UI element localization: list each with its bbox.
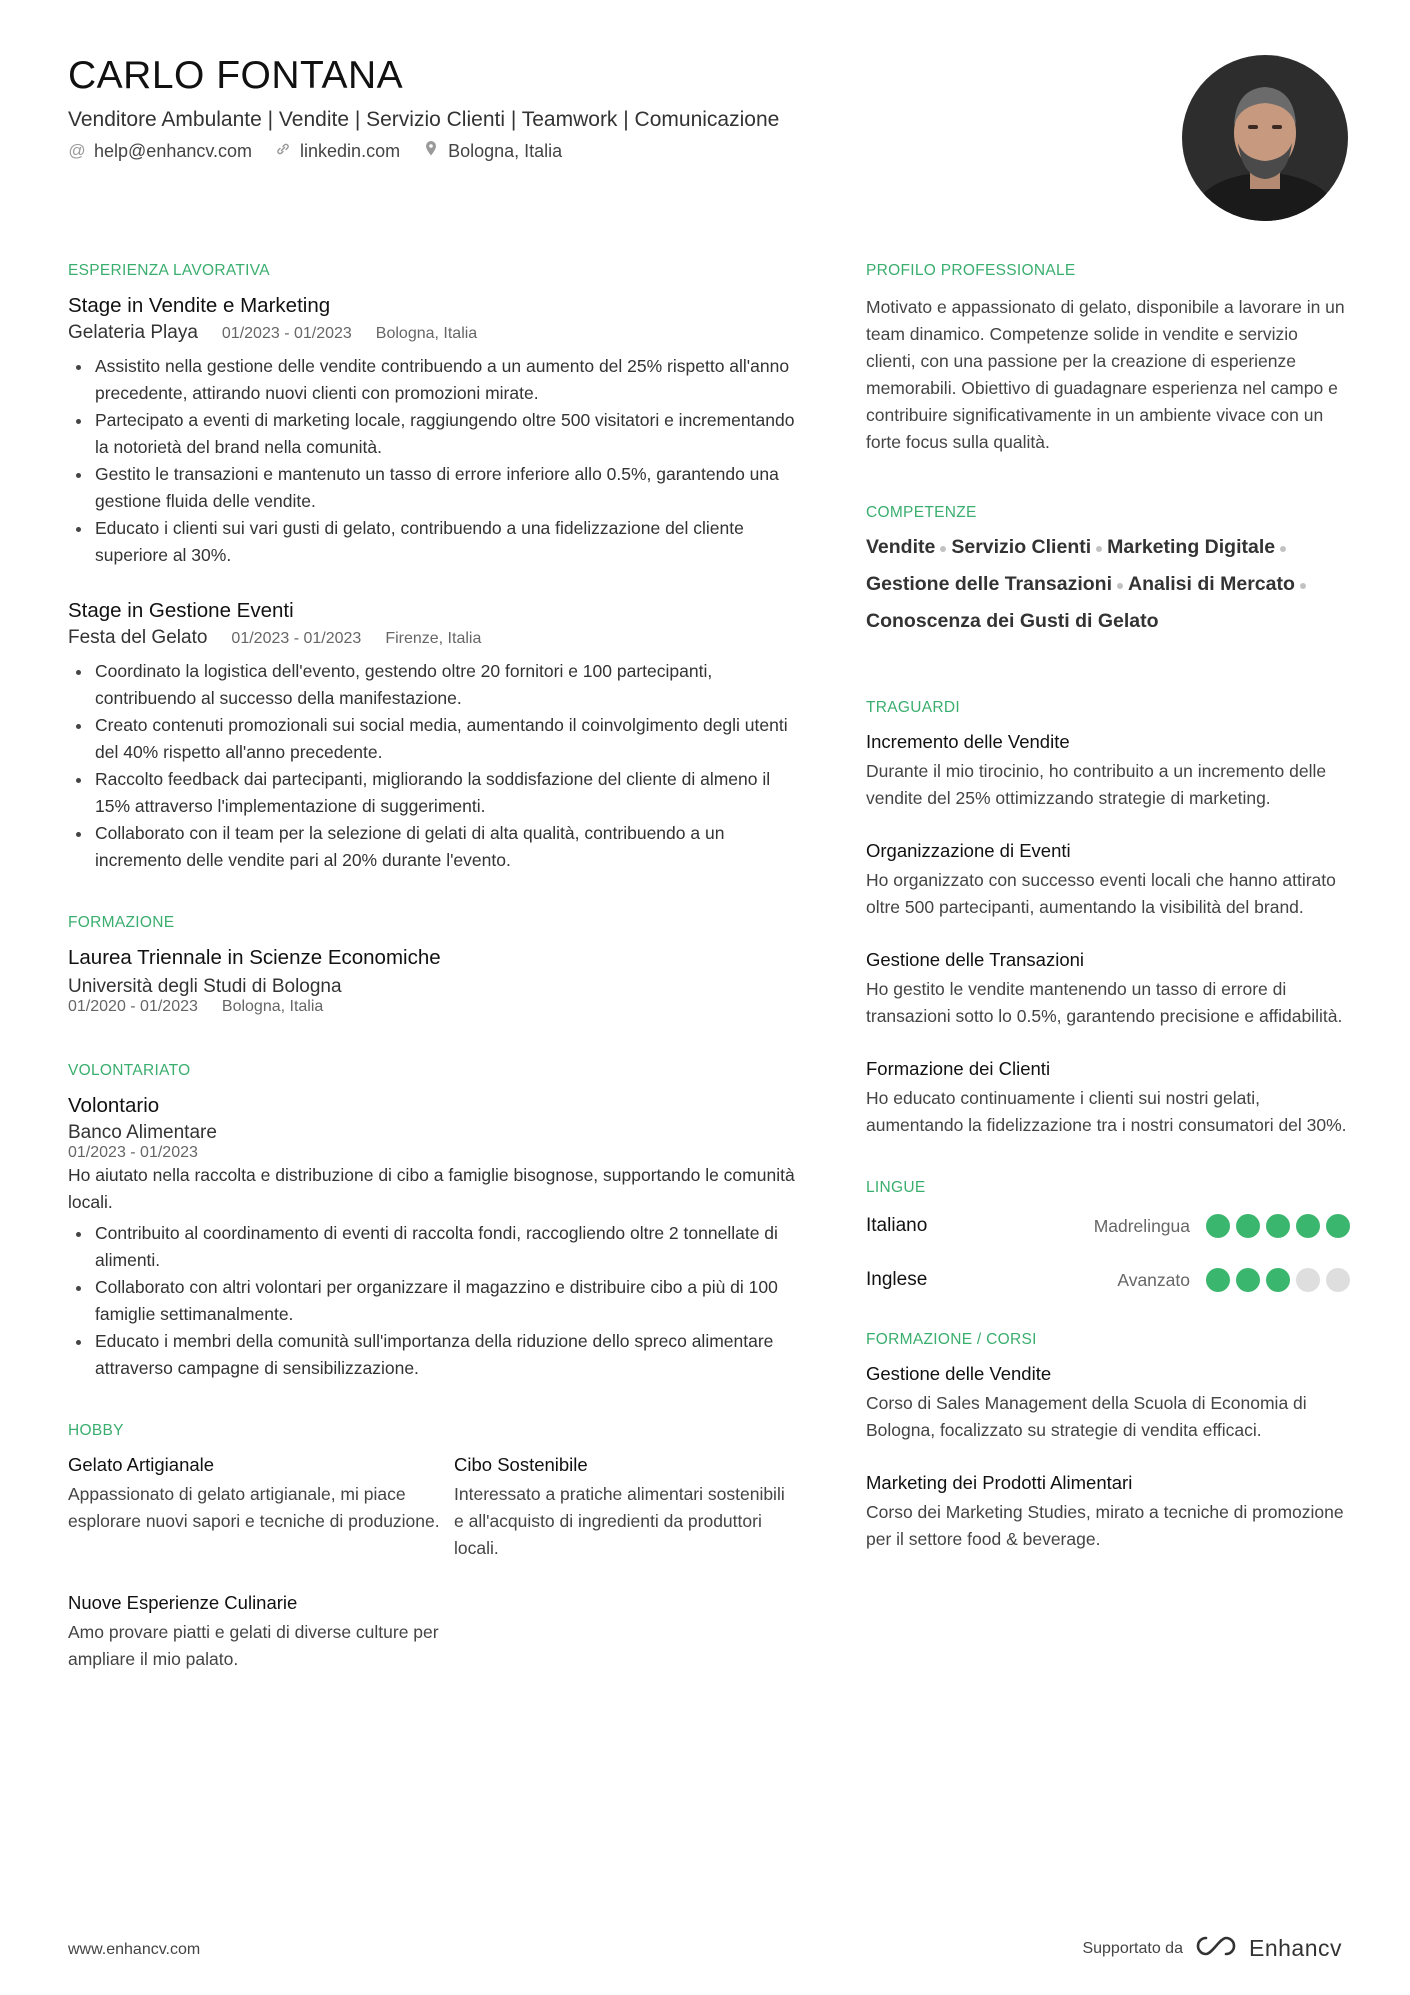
courses-title: FORMAZIONE / CORSI [866,1331,1037,1348]
job-location: Firenze, Italia [385,630,482,647]
contact-bar [68,140,562,162]
language-row [866,1211,1350,1241]
separator-dot [1117,583,1123,589]
achievement-title: Incremento delle Vendite [866,731,1070,752]
hobby-item [68,1454,454,1562]
education-meta [68,998,798,1016]
course-item [866,1363,1350,1444]
bullet-item: Gestito le transazioni e mantenuto un tasso di errore inferiore allo 0.5%, garantendo una gestione fluida delle vendite. [68,461,798,515]
powered-by-text: Supportato da [1082,1939,1183,1957]
rating-dot-filled [1296,1214,1320,1238]
job-bullets [68,658,798,874]
skill-row [866,573,1350,596]
hobby-title: Cibo Sostenibile [454,1454,588,1475]
bullet-item: Coordinato la logistica dell'evento, gestendo oltre 20 fornitori e 100 partecipanti, contribuendo al successo della manifestazione. [68,658,798,712]
job-dates: 01/2023 - 01/2023 [231,630,362,647]
achievement-title: Organizzazione di Eventi [866,840,1071,861]
hobby-title: Gelato Artigianale [68,1454,215,1475]
courses-section [866,1331,1350,1553]
languages-title: LINGUE [866,1179,926,1196]
course-title: Marketing dei Prodotti Alimentari [866,1472,1133,1493]
skills-title: COMPETENZE [866,504,977,521]
skill-item: Servizio Clienti [951,536,1092,558]
bullet-item: Collaborato con il team per la selezione di gelati di alta qualità, contribuendo a un incremento delle vendite pari al 20% durante l'evento. [68,820,798,874]
hobbies-title: HOBBY [68,1422,124,1439]
location-text: Bologna, Italia [448,140,563,161]
achievement-text: Durante il mio tirocinio, ho contribuito a un incremento delle vendite del 25% ottimizzando strategie di marketing. [866,761,1327,808]
hobby-text: Appassionato di gelato artigianale, mi piace esplorare nuovi sapori e tecniche di produzione. [68,1484,440,1531]
profile-title: PROFILO PROFESSIONALE [866,262,1076,279]
achievement-item [866,731,1350,812]
job-meta [68,627,798,649]
skill-row [866,536,1350,559]
profile-text: Motivato e appassionato di gelato, disponibile a lavorare in un team dinamico. Competenze solide in vendite e servizio clienti, con una passione per la creazione di esperienze memorabili. Obiettivo di guadagnare esperienza nel campo e contribuire significativamente in un ambiente vivace con un forte focus sulla qualità. [866,297,1345,452]
experience-section [68,262,798,874]
job-bullets [68,353,798,569]
education-location: Bologna, Italia [221,998,324,1015]
volunteering-section [68,1062,798,1382]
job-org: Festa del Gelato [68,627,208,648]
job-title: Stage in Vendite e Marketing [68,294,331,317]
education-title: FORMAZIONE [68,914,175,931]
job-location: Bologna, Italia [375,325,478,342]
volunteering-title: VOLONTARIATO [68,1062,191,1079]
course-title: Gestione delle Vendite [866,1363,1052,1384]
hobbies-section [68,1422,798,1673]
job-org: Gelateria Playa [68,322,198,343]
degree-title: Laurea Triennale in Scienze Economiche [68,946,441,969]
separator-dot [940,546,946,552]
volunteer-role: Volontario [68,1094,160,1117]
experience-title: ESPERIENZA LAVORATIVA [68,262,270,279]
job-entry [68,599,798,874]
footer-branding[interactable] [1082,1934,1342,1963]
hobbies-grid [68,1454,798,1673]
skill-row [866,610,1350,633]
linkedin-text: linkedin.com [300,140,401,161]
contact-location [422,140,562,162]
achievement-title: Formazione dei Clienti [866,1058,1051,1079]
achievements-section [866,699,1350,1139]
rating-dot-filled [1326,1214,1350,1238]
separator-dot [1096,546,1102,552]
language-rating [1206,1214,1350,1238]
skill-item: Conoscenza dei Gusti di Gelato [866,610,1159,632]
hobby-item [68,1592,454,1673]
achievement-text: Ho educato continuamente i clienti sui nostri gelati, aumentando la fidelizzazione tra i nostri consumatori del 30%. [866,1088,1347,1135]
language-row [866,1265,1350,1295]
rating-dot-filled [1236,1268,1260,1292]
email-text: help@enhancv.com [94,140,253,161]
separator-dot [1300,583,1306,589]
skill-item: Vendite [866,536,936,558]
rating-dot-empty [1296,1268,1320,1292]
achievement-item [866,840,1350,921]
achievement-title: Gestione delle Transazioni [866,949,1085,970]
footer-website[interactable]: www.enhancv.com [68,1941,201,1958]
bullet-item: Assistito nella gestione delle vendite contribuendo a un aumento del 25% rispetto all'anno precedente, attirando nuovi clienti con promozioni mirate. [68,353,798,407]
education-dates: 01/2020 - 01/2023 [68,998,198,1015]
skill-item: Gestione delle Transazioni [866,573,1112,595]
location-pin-icon [422,140,440,162]
bullet-item: Educato i clienti sui vari gusti di gelato, contribuendo a una fidelizzazione del cliente superiore al 30%. [68,515,798,569]
right-column [866,262,1350,1599]
languages-section [866,1179,1350,1295]
profile-section [866,262,1350,456]
hobby-item [454,1454,794,1562]
rating-dot-filled [1266,1268,1290,1292]
skill-item: Marketing Digitale [1107,536,1276,558]
link-icon [274,141,292,162]
bullet-item: Contribuito al coordinamento di eventi di raccolta fondi, raccogliendo oltre 2 tonnellate di alimenti. [68,1220,798,1274]
bullet-item: Creato contenuti promozionali sui social media, aumentando il coinvolgimento degli utenti del 40% rispetto all'anno precedente. [68,712,798,766]
achievements-title: TRAGUARDI [866,699,960,716]
brand-name: Enhancv [1248,1935,1342,1961]
rating-dot-filled [1266,1214,1290,1238]
separator-dot [1280,546,1286,552]
hobby-title: Nuove Esperienze Culinarie [68,1592,298,1613]
job-meta [68,322,798,344]
volunteer-description: Ho aiutato nella raccolta e distribuzione di cibo a famiglie bisognose, supportando le comunità locali. [68,1165,795,1212]
achievement-item [866,949,1350,1030]
language-level: Avanzato [1117,1269,1190,1290]
candidate-subtitle: Venditore Ambulante | Vendite | Servizio Clienti | Teamwork | Comunicazione [68,108,780,131]
rating-dot-filled [1206,1268,1230,1292]
achievement-text: Ho organizzato con successo eventi locali che hanno attirato oltre 500 partecipanti, aumentando la visibilità del brand. [866,870,1336,917]
language-name: Inglese [866,1269,928,1290]
education-section [68,914,798,1016]
hobby-text: Amo provare piatti e gelati di diverse culture per ampliare il mio palato. [68,1622,439,1669]
bullet-item: Educato i membri della comunità sull'importanza della riduzione dello spreco alimentare attraverso campagne di sensibilizzazione. [68,1328,798,1382]
skill-item: Analisi di Mercato [1128,573,1295,595]
at-icon: @ [68,141,86,160]
enhancv-logo-icon [1193,1934,1239,1963]
volunteer-org: Banco Alimentare [68,1122,217,1143]
bullet-item: Raccolto feedback dai partecipanti, migliorando la soddisfazione del cliente di almeno il 15% attraverso l'implementazione di suggerimenti. [68,766,798,820]
rating-dot-filled [1206,1214,1230,1238]
achievement-text: Ho gestito le vendite mantenendo un tasso di errore di transazioni sotto lo 0.5%, garantendo precisione e affidabilità. [866,979,1343,1026]
candidate-name: CARLO FONTANA [68,54,404,97]
contact-linkedin[interactable] [274,140,400,162]
skills-list [866,536,1350,633]
hobby-text: Interessato a pratiche alimentari sostenibili e all'acquisto di ingredienti da produttori locali. [454,1484,785,1558]
rating-dot-filled [1236,1214,1260,1238]
rating-dot-empty [1326,1268,1350,1292]
language-level: Madrelingua [1093,1215,1190,1236]
course-text: Corso dei Marketing Studies, mirato a tecniche di promozione per il settore food & beverage. [866,1502,1344,1549]
course-item [866,1472,1350,1553]
course-text: Corso di Sales Management della Scuola di Economia di Bologna, focalizzato su strategie di vendita efficaci. [866,1393,1307,1440]
volunteer-dates: 01/2023 - 01/2023 [68,1144,198,1161]
job-dates: 01/2023 - 01/2023 [221,325,352,342]
profile-photo [1182,55,1348,221]
volunteer-bullets [68,1220,798,1382]
school-name: Università degli Studi di Bologna [68,976,342,997]
bullet-item: Collaborato con altri volontari per organizzare il magazzino e distribuire cibo a più di 100 famiglie settimanalmente. [68,1274,798,1328]
bullet-item: Partecipato a eventi di marketing locale, raggiungendo oltre 500 visitatori e incrementando la notorietà del brand nella comunità. [68,407,798,461]
job-entry [68,294,798,569]
left-column [68,262,798,1719]
job-title: Stage in Gestione Eventi [68,599,294,622]
contact-email[interactable] [68,140,252,162]
language-name: Italiano [866,1215,928,1236]
language-rating [1206,1268,1350,1292]
skills-section [866,504,1350,633]
achievement-item [866,1058,1350,1139]
